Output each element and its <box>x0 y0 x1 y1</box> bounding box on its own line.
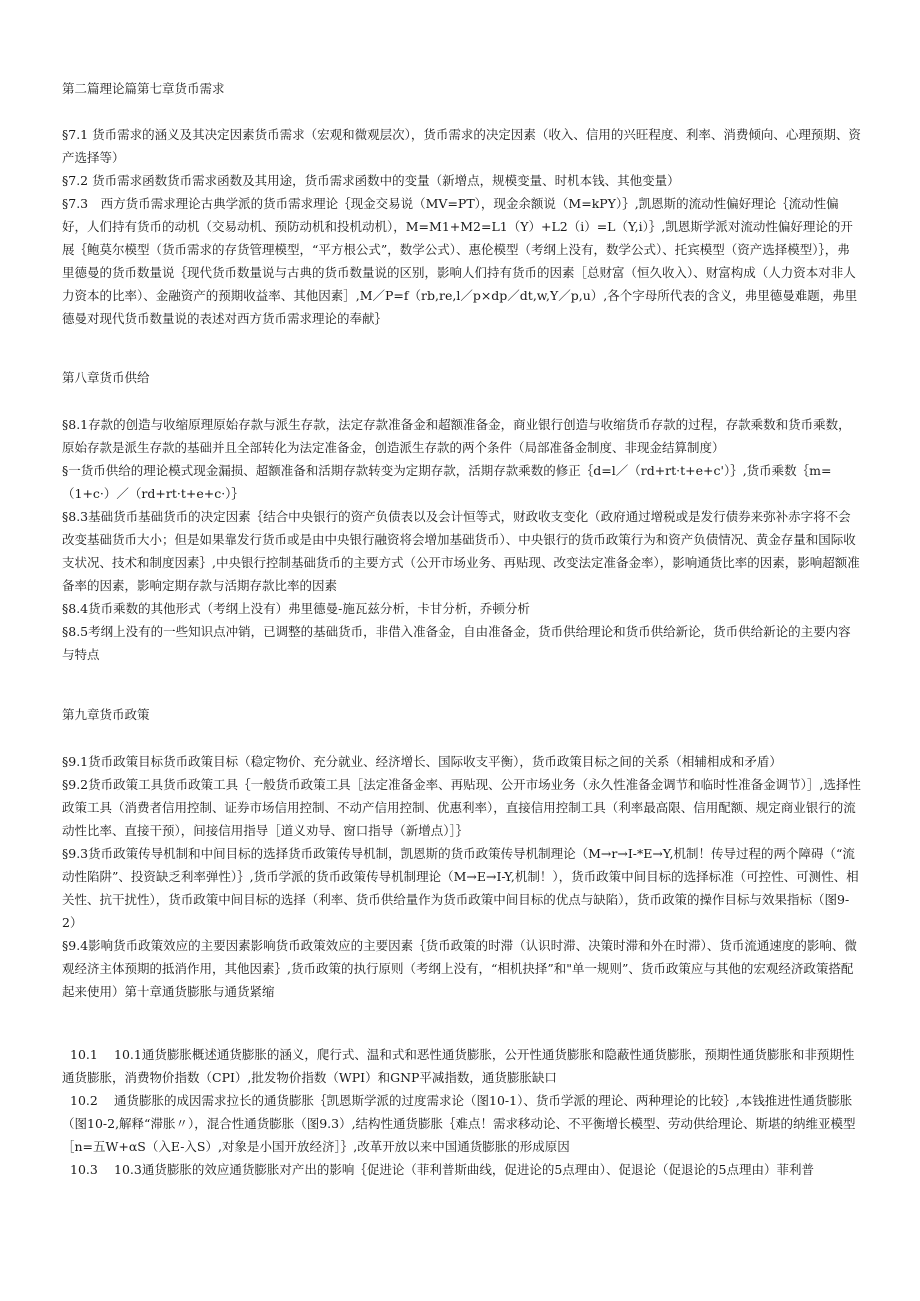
section-10-2 <box>62 1089 862 1158</box>
chapter10-body <box>62 1043 862 1181</box>
section-8-2: §一货币供给的理论模式现金漏损、超额准备和活期存款转变为定期存款，活期存款乘数的修正｛d=l／（rd+rt·t+e+c'）｝,货币乘数｛m=（1+c·）／（rd+rt·t+e+c·）｝ <box>62 463 832 501</box>
section-8-1: §8.1存款的创造与收缩原理原始存款与派生存款，法定存款准备金和超额准备金，商业银行创造与收缩货币存款的过程，存款乘数和货币乘数，原始存款是派生存款的基础并且全部转化为法定准备金，创造派生存款的两个条件（局部准备金制度、非现金结算制度） <box>62 417 851 455</box>
section-10-3 <box>62 1158 862 1181</box>
chapter8-body <box>62 413 862 666</box>
section-9-3: §9.3货币政策传导机制和中间目标的选择货币政策传导机制，凯恩斯的货币政策传导机制理论（M→r→I-*E→Y,机制！传导过程的两个障碍（“流动性陷阱”、投资缺乏利率弹性）｝,货币学派的货币政策传导机制理论（M→E→I-Y,机制！），货币政策中间目标的选择标准（可控性、可测性、相关性、抗干扰性），货币政策中间目标的选择（利率、货币供给量作为货币政策中间目标的优点与缺陷），货币政策的操作目标与效果指标（图9-2） <box>62 846 859 930</box>
section-9-2: §9.2货币政策工具货币政策工具｛一般货币政策工具［法定准备金率、再贴现、公开市场业务（永久性准备金调节和临时性准备金调节）］,选择性政策工具（消费者信用控制、证券市场信用控制、不动产信用控制、优惠利率），直接信用控制工具（利率最高限、信用配额、规定商业银行的流动性比率、直接干预），间接信用指导［道义劝导、窗口指导（新增点）］｝ <box>62 777 861 838</box>
section-text: 10.3通货膨胀的效应通货膨胀对产出的影响｛促进论（菲利普斯曲线，促进论的5点理由）、促退论（促退论的5点理由）菲利普 <box>114 1162 814 1177</box>
section-number: 10.1 <box>70 1047 98 1062</box>
section-text: 通货膨胀的成因需求拉长的通货膨胀｛凯恩斯学派的过度需求论（图10-1）、货币学派的理论、两种理论的比较｝,本钱推进性通货膨胀（图10-2,解释“滞胀〃），混合性通货膨胀（图9.3）,结构性通货膨胀｛难点！需求移动论、不平衡增长模型、劳动供给理论、斯堪的纳维亚模型［n=五W+αS（入E-入S）,对象是小国开放经济］｝,改革开放以来中国通货膨胀的形成原因 <box>62 1093 856 1154</box>
chapter7-body <box>62 123 862 330</box>
section-text: 10.1通货膨胀概述通货膨胀的涵义，爬行式、温和式和恶性通货膨胀，公开性通货膨胀和隐蔽性通货膨胀，预期性通货膨胀和非预期性通货膨胀，消费物价指数（CPI）,批发物价指数（WPI）和GNP平减指数，通货膨胀缺口 <box>62 1047 855 1085</box>
section-9-1: §9.1货币政策目标货币政策目标（稳定物价、充分就业、经济增长、国际收支平衡），货币政策目标之间的关系（相辅相成和矛盾） <box>62 754 782 769</box>
section-number: 10.3 <box>70 1162 98 1177</box>
chapter8-heading: 第八章货币供给 <box>62 370 150 385</box>
section-8-3: §8.3基础货币基础货币的决定因素｛结合中央银行的资产负债表以及会计恒等式，财政收支变化（政府通过增税或是发行债券来弥补赤字将不会改变基础货币大小；但是如果靠发行货币或是由中央银行融资将会增加基础货币）、中央银行的货币政策行为和资产负债情况、黄金存量和国际收支状况、技术和制度因素｝,中央银行控制基础货币的主要方式（公开市场业务、再贴现、改变法定准备金率），影响通货比率的因素，影响超额准备率的因素，影响定期存款与活期存款比率的因素 <box>62 509 860 593</box>
section-7-1: §7.1 货币需求的涵义及其决定因素货币需求（宏观和微观层次），货币需求的决定因素（收入、信用的兴旺程度、利率、消费倾向、心理预期、资产选择等） <box>62 127 861 165</box>
chapter9-heading: 第九章货币政策 <box>62 707 150 722</box>
part-heading: 第二篇理论篇第七章货币需求 <box>62 81 225 96</box>
section-8-4: §8.4货币乘数的其他形式（考纲上没有）弗里德曼-施瓦兹分析，卡甘分析，乔顿分析 <box>62 601 530 616</box>
chapter9-body <box>62 750 862 1003</box>
section-9-4: §9.4影响货币政策效应的主要因素影响货币政策效应的主要因素｛货币政策的时滞（认识时滞、决策时滞和外在时滞）、货币流通速度的影响、微观经济主体预期的抵消作用，其他因素｝,货币政策的执行原则（考纲上没有，“相机抉择”和"单一规则”、货币政策应与其他的宏观经济政策搭配起来使用）第十章通货膨胀与通货紧缩 <box>62 938 857 999</box>
section-7-2: §7.2 货币需求函数货币需求函数及其用途，货币需求函数中的变量（新增点，规模变量、时机本钱、其他变量） <box>62 173 680 188</box>
section-7-3: §7.3 西方货币需求理论古典学派的货币需求理论｛现金交易说（MV=PT），现金余额说（M=kPY）｝,凯恩斯的流动性偏好理论｛流动性偏好，人们持有货币的动机（交易动机、预防动机和投机动机），M=M1+M2=L1（Y）+L2（i）=L（Y,i）｝,凯恩斯学派对流动性偏好理论的开展｛鲍莫尔模型（货币需求的存货管理模型，“平方根公式”，数学公式）、惠伦模型（考纲上没有，数学公式）、托宾模型（资产选择模型）｝，弗里德曼的货币数量说｛现代货币数量说与古典的货币数量说的区别，影响人们持有货币的因素［总财富（恒久收入）、财富构成（人力资本对非人力资本的比率）、金融资产的预期收益率、其他因素］,M／P=f（rb,re,l／p×dp／dt,w,Y／p,u）,各个字母所代表的含义，弗里德曼难题，弗里德曼对现代货币数量说的表述对西方货币需求理论的奉献｝ <box>62 196 858 326</box>
section-10-1 <box>62 1043 862 1089</box>
section-number: 10.2 <box>70 1093 98 1108</box>
section-8-5: §8.5考纲上没有的一些知识点冲销，已调整的基础货币，非借入准备金，自由准备金，货币供给理论和货币供给新论，货币供给新论的主要内容与特点 <box>62 624 851 662</box>
